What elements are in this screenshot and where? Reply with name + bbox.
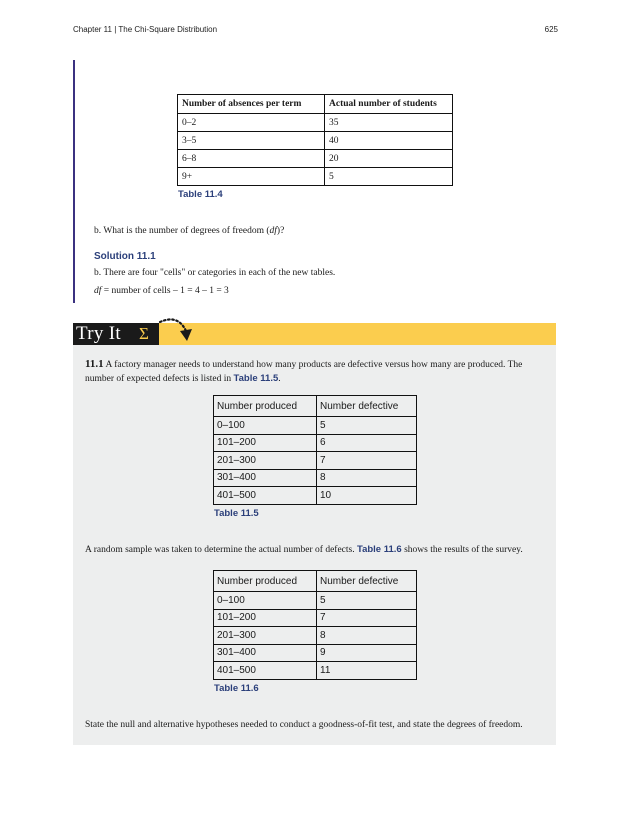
sample-text: A random sample was taken to determine the actual number of defects. Table 11.6 shows the results of the survey.	[85, 544, 523, 555]
exercise-number: 11.1	[85, 358, 104, 370]
table-cell: 301–400	[214, 644, 317, 662]
table-row	[214, 452, 417, 470]
page-header	[73, 25, 558, 34]
table-cell: 7	[317, 452, 417, 470]
table-header-row	[214, 396, 417, 417]
table-cell: 6	[317, 434, 417, 452]
table-cell: 101–200	[214, 609, 317, 627]
table-row	[178, 168, 453, 186]
table-cell: 11	[317, 662, 417, 680]
table-caption: Table 11.6	[214, 683, 259, 694]
solution-line-2: df = number of cells – 1 = 4 – 1 = 3	[94, 286, 229, 296]
table-row	[178, 114, 453, 132]
table-cell: 401–500	[214, 487, 317, 505]
table-11-4	[177, 94, 453, 186]
table-row	[214, 662, 417, 680]
table-row	[214, 417, 417, 435]
table-header-row	[178, 95, 453, 114]
table-caption: Table 11.4	[178, 189, 223, 200]
table-cell: 0–100	[214, 417, 317, 435]
page-number: 625	[544, 25, 558, 34]
table-cell: 6–8	[178, 150, 325, 168]
table-cell: 35	[325, 114, 453, 132]
solution-title: Solution 11.1	[94, 251, 156, 262]
table-cell: 40	[325, 132, 453, 150]
table-row	[214, 627, 417, 645]
table-cell: 8	[317, 469, 417, 487]
table-11-6-link[interactable]: Table 11.6	[356, 544, 402, 555]
table-cell: 9	[317, 644, 417, 662]
table-header-cell: Number produced	[214, 571, 317, 592]
example-side-rule	[73, 60, 75, 303]
table-cell: 9+	[178, 168, 325, 186]
table-cell: 5	[325, 168, 453, 186]
table-cell: 5	[317, 417, 417, 435]
table-cell: 201–300	[214, 627, 317, 645]
chapter-title: Chapter 11 | The Chi-Square Distribution	[73, 25, 218, 34]
question-b: b. What is the number of degrees of freedom (df)?	[94, 226, 285, 236]
table-cell: 201–300	[214, 452, 317, 470]
table-11-6	[213, 570, 417, 680]
solution-line-1: b. There are four "cells" or categories in each of the new tables.	[94, 268, 336, 278]
table-row	[214, 592, 417, 610]
table-cell: 0–2	[178, 114, 325, 132]
table-cell: 20	[325, 150, 453, 168]
table-header-cell: Number defective	[317, 571, 417, 592]
table-cell: 7	[317, 609, 417, 627]
table-header-cell: Number defective	[317, 396, 417, 417]
table-row	[178, 132, 453, 150]
table-row	[214, 434, 417, 452]
table-row	[214, 487, 417, 505]
final-instruction: State the null and alternative hypotheses needed to conduct a goodness-of-fit test, and state the degrees of freedom.	[85, 720, 523, 730]
table-cell: 401–500	[214, 662, 317, 680]
table-cell: 301–400	[214, 469, 317, 487]
table-caption: Table 11.5	[214, 508, 259, 519]
table-row	[214, 609, 417, 627]
try-it-intro: 11.1 A factory manager needs to understand how many products are defective versus how many are produced. The number of expected defects is listed in Table 11.5.	[85, 358, 523, 384]
table-header-row	[214, 571, 417, 592]
try-it-label: Try It	[73, 323, 159, 345]
table-cell: 10	[317, 487, 417, 505]
table-cell: 8	[317, 627, 417, 645]
table-cell: 5	[317, 592, 417, 610]
table-header-cell: Actual number of students	[325, 95, 453, 114]
table-11-5-link[interactable]: Table 11.5	[233, 373, 279, 384]
sigma-icon: Σ	[139, 324, 149, 343]
dotted-arrow-icon	[156, 315, 196, 345]
table-row	[214, 469, 417, 487]
table-header-cell: Number produced	[214, 396, 317, 417]
table-11-5	[213, 395, 417, 505]
table-cell: 3–5	[178, 132, 325, 150]
table-row	[178, 150, 453, 168]
table-header-cell: Number of absences per term	[178, 95, 325, 114]
table-cell: 0–100	[214, 592, 317, 610]
table-cell: 101–200	[214, 434, 317, 452]
table-row	[214, 644, 417, 662]
